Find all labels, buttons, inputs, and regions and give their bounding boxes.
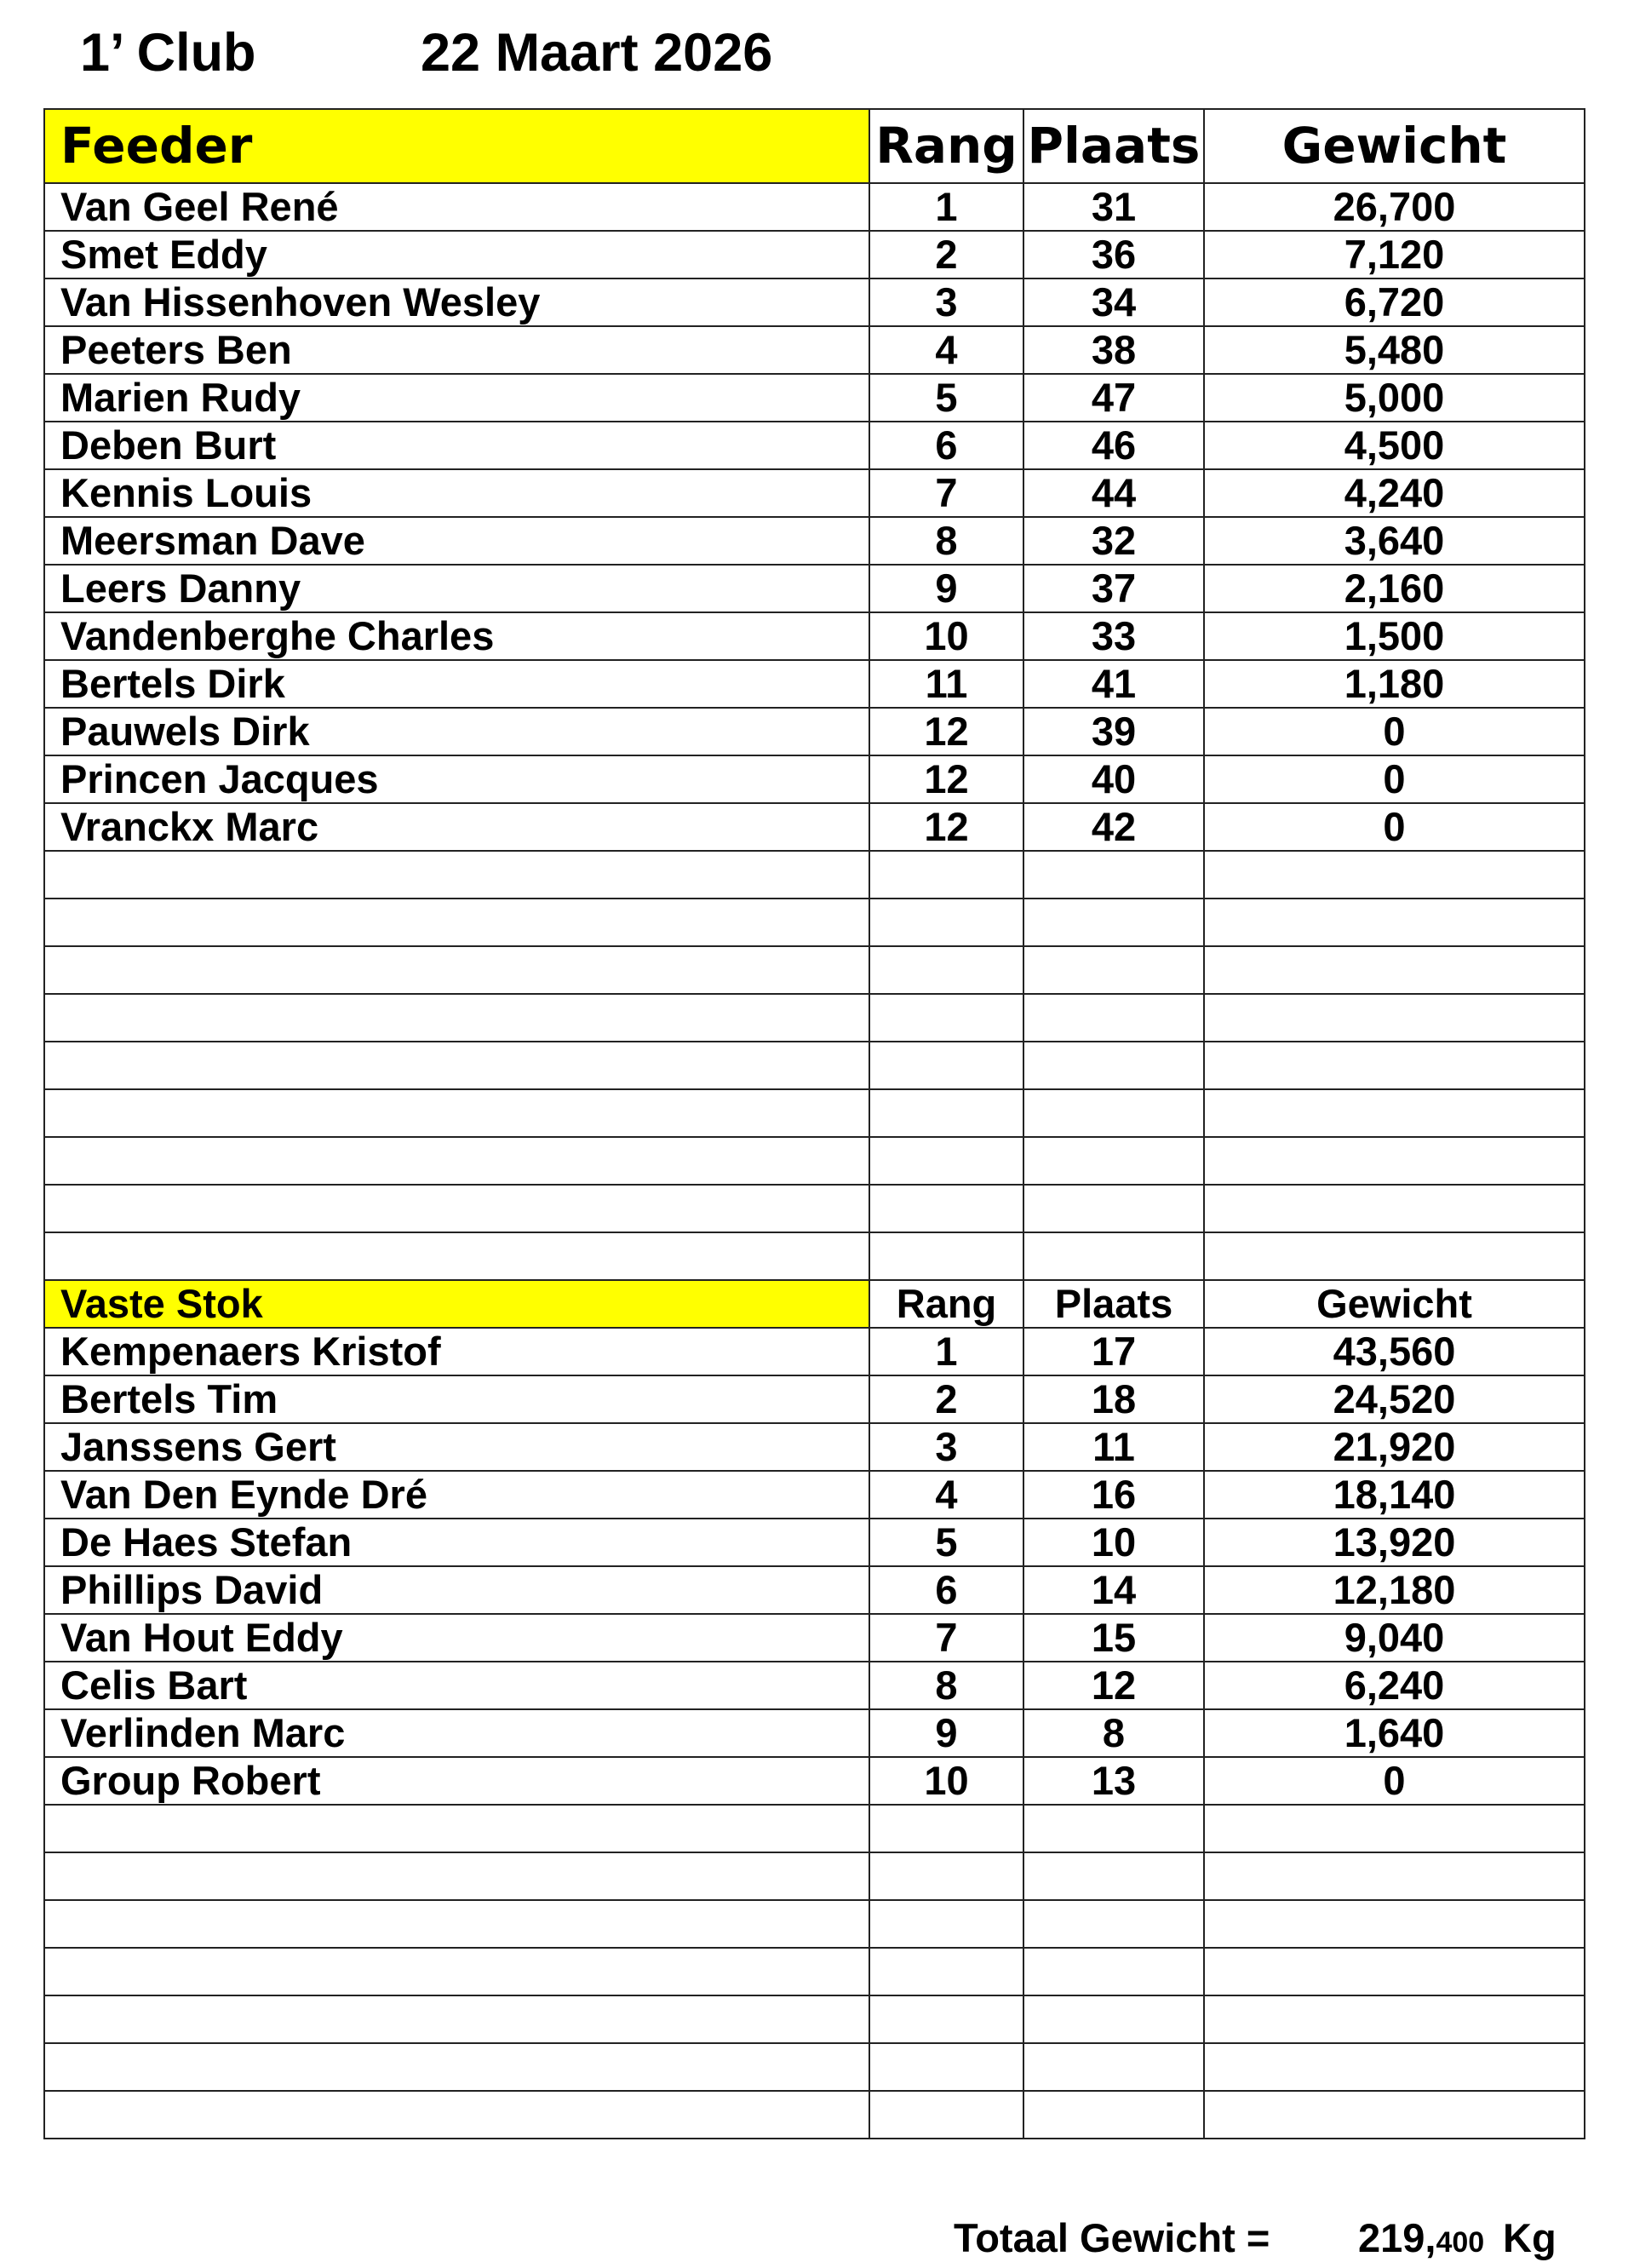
plaats-value: 10: [1023, 1519, 1204, 1566]
empty-cell: [869, 1137, 1023, 1185]
empty-cell: [44, 851, 869, 899]
empty-cell: [1023, 1805, 1204, 1852]
gewicht-value: 7,120: [1204, 231, 1585, 278]
gewicht-value: 1,180: [1204, 660, 1585, 708]
plaats-value: 47: [1023, 374, 1204, 422]
gewicht-value: 1,500: [1204, 612, 1585, 660]
empty-cell: [44, 994, 869, 1042]
gewicht-value: 21,920: [1204, 1423, 1585, 1471]
empty-cell: [1204, 1137, 1585, 1185]
plaats-value: 39: [1023, 708, 1204, 755]
empty-cell: [869, 1900, 1023, 1948]
empty-cell: [1023, 1185, 1204, 1232]
empty-cell: [869, 2043, 1023, 2091]
feeder-title: Feeder: [44, 109, 869, 183]
rang-value: 6: [869, 422, 1023, 469]
empty-row: [44, 2043, 1585, 2091]
plaats-value: 18: [1023, 1375, 1204, 1423]
plaats-value: 32: [1023, 517, 1204, 565]
empty-row: [44, 1137, 1585, 1185]
gewicht-value: 0: [1204, 755, 1585, 803]
empty-cell: [44, 1900, 869, 1948]
empty-cell: [1204, 1995, 1585, 2043]
plaats-value: 40: [1023, 755, 1204, 803]
empty-cell: [869, 2091, 1023, 2139]
total-value-integer: 219,: [1358, 2215, 1436, 2260]
empty-cell: [1204, 851, 1585, 899]
empty-cell: [1023, 2043, 1204, 2091]
rang-value: 1: [869, 1328, 1023, 1375]
rang-value: 11: [869, 660, 1023, 708]
gewicht-value: 2,160: [1204, 565, 1585, 612]
table-row: [44, 660, 1585, 708]
competitor-name: Van Geel René: [44, 183, 869, 231]
empty-cell: [1023, 2091, 1204, 2139]
empty-row: [44, 1900, 1585, 1948]
rang-value: 8: [869, 517, 1023, 565]
empty-cell: [869, 1805, 1023, 1852]
gewicht-value: 5,000: [1204, 374, 1585, 422]
competitor-name: Leers Danny: [44, 565, 869, 612]
plaats-value: 46: [1023, 422, 1204, 469]
empty-cell: [44, 1995, 869, 2043]
empty-cell: [1204, 1900, 1585, 1948]
empty-cell: [1023, 1995, 1204, 2043]
rang-value: 3: [869, 1423, 1023, 1471]
plaats-value: 12: [1023, 1662, 1204, 1709]
competitor-name: Vandenberghe Charles: [44, 612, 869, 660]
empty-cell: [44, 1948, 869, 1995]
plaats-value: 13: [1023, 1757, 1204, 1805]
gewicht-value: 0: [1204, 708, 1585, 755]
table-row: [44, 469, 1585, 517]
feeder-col-plaats: Plaats: [1023, 109, 1204, 183]
competitor-name: Van Den Eynde Dré: [44, 1471, 869, 1519]
plaats-value: 44: [1023, 469, 1204, 517]
table-row: [44, 422, 1585, 469]
empty-cell: [44, 946, 869, 994]
empty-cell: [44, 1185, 869, 1232]
competitor-name: De Haes Stefan: [44, 1519, 869, 1566]
competitor-name: Kempenaers Kristof: [44, 1328, 869, 1375]
empty-cell: [1204, 1042, 1585, 1089]
competitor-name: Verlinden Marc: [44, 1709, 869, 1757]
total-label: Totaal Gewicht =: [954, 2215, 1270, 2260]
plaats-value: 38: [1023, 326, 1204, 374]
empty-cell: [1204, 1185, 1585, 1232]
rang-value: 12: [869, 755, 1023, 803]
gewicht-value: 43,560: [1204, 1328, 1585, 1375]
rang-value: 7: [869, 1614, 1023, 1662]
empty-cell: [869, 1042, 1023, 1089]
empty-cell: [44, 1042, 869, 1089]
competitor-name: Smet Eddy: [44, 231, 869, 278]
competitor-name: Bertels Dirk: [44, 660, 869, 708]
gewicht-value: 24,520: [1204, 1375, 1585, 1423]
empty-row: [44, 899, 1585, 946]
plaats-value: 8: [1023, 1709, 1204, 1757]
table-row: [44, 517, 1585, 565]
empty-cell: [1204, 1089, 1585, 1137]
competitor-name: Van Hissenhoven Wesley: [44, 278, 869, 326]
empty-row: [44, 851, 1585, 899]
rang-value: 8: [869, 1662, 1023, 1709]
rang-value: 10: [869, 1757, 1023, 1805]
empty-cell: [44, 1137, 869, 1185]
rang-value: 4: [869, 1471, 1023, 1519]
empty-cell: [1023, 1137, 1204, 1185]
rang-value: 9: [869, 565, 1023, 612]
plaats-value: 14: [1023, 1566, 1204, 1614]
empty-cell: [1023, 994, 1204, 1042]
table-row: [44, 1662, 1585, 1709]
empty-cell: [1023, 1948, 1204, 1995]
vaste-stok-header-row: [44, 1280, 1585, 1328]
empty-cell: [44, 1852, 869, 1900]
plaats-value: 37: [1023, 565, 1204, 612]
vaste-stok-title: Vaste Stok: [44, 1280, 869, 1328]
gewicht-value: 13,920: [1204, 1519, 1585, 1566]
gewicht-value: 1,640: [1204, 1709, 1585, 1757]
empty-cell: [1023, 1232, 1204, 1280]
empty-row: [44, 994, 1585, 1042]
table-row: [44, 803, 1585, 851]
plaats-value: 42: [1023, 803, 1204, 851]
gewicht-value: 4,240: [1204, 469, 1585, 517]
rang-value: 3: [869, 278, 1023, 326]
table-row: [44, 1757, 1585, 1805]
competitor-name: Bertels Tim: [44, 1375, 869, 1423]
vaste-stok-col-plaats: Plaats: [1023, 1280, 1204, 1328]
empty-cell: [1023, 1900, 1204, 1948]
total-value-decimals: 400: [1436, 2226, 1485, 2259]
plaats-value: 33: [1023, 612, 1204, 660]
competitor-name: Deben Burt: [44, 422, 869, 469]
empty-cell: [1204, 1232, 1585, 1280]
rang-value: 5: [869, 374, 1023, 422]
empty-row: [44, 1185, 1585, 1232]
gewicht-value: 4,500: [1204, 422, 1585, 469]
rang-value: 6: [869, 1566, 1023, 1614]
table-row: [44, 183, 1585, 231]
empty-row: [44, 1948, 1585, 1995]
rang-value: 7: [869, 469, 1023, 517]
table-row: [44, 278, 1585, 326]
competitor-name: Kennis Louis: [44, 469, 869, 517]
empty-row: [44, 1089, 1585, 1137]
empty-cell: [1023, 1042, 1204, 1089]
table-row: [44, 612, 1585, 660]
club-name: 1’ Club: [80, 23, 256, 83]
table-row: [44, 231, 1585, 278]
results-table-body: [44, 109, 1585, 2139]
gewicht-value: 18,140: [1204, 1471, 1585, 1519]
competitor-name: Peeters Ben: [44, 326, 869, 374]
empty-cell: [869, 1232, 1023, 1280]
rang-value: 9: [869, 1709, 1023, 1757]
empty-row: [44, 1805, 1585, 1852]
empty-row: [44, 1995, 1585, 2043]
empty-row: [44, 1852, 1585, 1900]
empty-cell: [44, 899, 869, 946]
gewicht-value: 3,640: [1204, 517, 1585, 565]
gewicht-value: 26,700: [1204, 183, 1585, 231]
plaats-value: 31: [1023, 183, 1204, 231]
empty-cell: [1204, 1805, 1585, 1852]
table-row: [44, 1423, 1585, 1471]
plaats-value: 36: [1023, 231, 1204, 278]
feeder-header-row: [44, 109, 1585, 183]
rang-value: 5: [869, 1519, 1023, 1566]
empty-row: [44, 1232, 1585, 1280]
competitor-name: Celis Bart: [44, 1662, 869, 1709]
table-row: [44, 1471, 1585, 1519]
table-row: [44, 1375, 1585, 1423]
plaats-value: 34: [1023, 278, 1204, 326]
table-row: [44, 1709, 1585, 1757]
table-row: [44, 708, 1585, 755]
empty-cell: [1023, 899, 1204, 946]
plaats-value: 11: [1023, 1423, 1204, 1471]
table-row: [44, 326, 1585, 374]
feeder-col-gewicht: Gewicht: [1204, 109, 1585, 183]
gewicht-value: 6,240: [1204, 1662, 1585, 1709]
empty-cell: [1204, 946, 1585, 994]
plaats-value: 16: [1023, 1471, 1204, 1519]
empty-cell: [1204, 994, 1585, 1042]
rang-value: 10: [869, 612, 1023, 660]
empty-cell: [869, 1852, 1023, 1900]
competitor-name: Princen Jacques: [44, 755, 869, 803]
empty-cell: [869, 899, 1023, 946]
gewicht-value: 9,040: [1204, 1614, 1585, 1662]
competitor-name: Group Robert: [44, 1757, 869, 1805]
table-row: [44, 755, 1585, 803]
rang-value: 12: [869, 803, 1023, 851]
total-unit: Kg: [1503, 2215, 1557, 2260]
plaats-value: 17: [1023, 1328, 1204, 1375]
table-row: [44, 1328, 1585, 1375]
empty-cell: [1023, 946, 1204, 994]
empty-cell: [44, 1232, 869, 1280]
competitor-name: Phillips David: [44, 1566, 869, 1614]
gewicht-value: 0: [1204, 1757, 1585, 1805]
empty-cell: [1204, 899, 1585, 946]
empty-cell: [1023, 1852, 1204, 1900]
empty-cell: [869, 1089, 1023, 1137]
table-row: [44, 1566, 1585, 1614]
empty-cell: [1023, 1089, 1204, 1137]
results-table: [43, 108, 1585, 2139]
competitor-name: Pauwels Dirk: [44, 708, 869, 755]
event-date: 22 Maart 2026: [421, 23, 773, 83]
table-row: [44, 565, 1585, 612]
rang-value: 12: [869, 708, 1023, 755]
empty-cell: [44, 2043, 869, 2091]
empty-cell: [1023, 851, 1204, 899]
competitor-name: Van Hout Eddy: [44, 1614, 869, 1662]
empty-cell: [869, 851, 1023, 899]
empty-cell: [869, 994, 1023, 1042]
table-row: [44, 1614, 1585, 1662]
empty-cell: [1204, 2043, 1585, 2091]
empty-cell: [869, 1948, 1023, 1995]
competitor-name: Marien Rudy: [44, 374, 869, 422]
empty-cell: [869, 1185, 1023, 1232]
gewicht-value: 0: [1204, 803, 1585, 851]
competitor-name: Janssens Gert: [44, 1423, 869, 1471]
plaats-value: 41: [1023, 660, 1204, 708]
gewicht-value: 12,180: [1204, 1566, 1585, 1614]
rang-value: 4: [869, 326, 1023, 374]
table-row: [44, 374, 1585, 422]
competitor-name: Meersman Dave: [44, 517, 869, 565]
vaste-stok-col-rang: Rang: [869, 1280, 1023, 1328]
rang-value: 1: [869, 183, 1023, 231]
feeder-col-rang: Rang: [869, 109, 1023, 183]
empty-row: [44, 946, 1585, 994]
empty-cell: [869, 946, 1023, 994]
gewicht-value: 6,720: [1204, 278, 1585, 326]
table-row: [44, 1519, 1585, 1566]
empty-cell: [44, 1805, 869, 1852]
vaste-stok-col-gewicht: Gewicht: [1204, 1280, 1585, 1328]
empty-row: [44, 2091, 1585, 2139]
empty-cell: [44, 2091, 869, 2139]
empty-cell: [1204, 1948, 1585, 1995]
gewicht-value: 5,480: [1204, 326, 1585, 374]
page-header: [80, 19, 773, 87]
empty-cell: [44, 1089, 869, 1137]
plaats-value: 15: [1023, 1614, 1204, 1662]
empty-cell: [1204, 2091, 1585, 2139]
empty-row: [44, 1042, 1585, 1089]
empty-cell: [1204, 1852, 1585, 1900]
rang-value: 2: [869, 1375, 1023, 1423]
competitor-name: Vranckx Marc: [44, 803, 869, 851]
rang-value: 2: [869, 231, 1023, 278]
total-value: [1358, 2213, 1484, 2268]
empty-cell: [869, 1995, 1023, 2043]
